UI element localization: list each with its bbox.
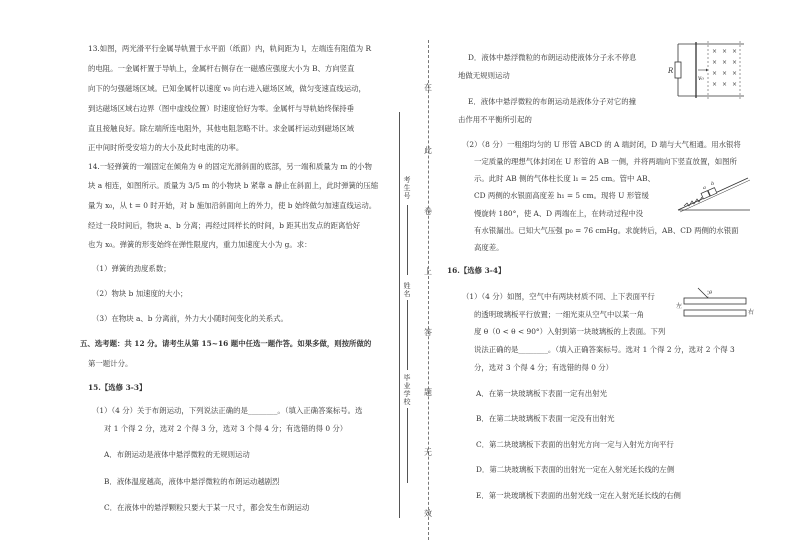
divider-char: 此 (424, 146, 432, 155)
magnetic-field-figure (668, 40, 748, 106)
school-label: 毕业学校 (403, 374, 411, 406)
block-b-label: b (711, 181, 715, 187)
svg-text:×: × (722, 70, 728, 77)
option-b: B．液体温度越高，液体中悬浮微粒的布朗运动越剧烈 (104, 477, 280, 486)
option-a: A．布朗运动是液体中悬浮微粒的无规则运动 (104, 450, 250, 459)
q14-line: 经过一段时间后，物块 a、b 分离；再经过同样长的时间，b 距其出发点的距离恰好 (88, 221, 361, 230)
q13-line: 正中间时所受安培力的大小及此时电流的功率。 (88, 143, 244, 152)
name-line (407, 300, 408, 370)
exam-number-label: 考生号 (403, 176, 411, 200)
svg-text:×: × (722, 59, 728, 66)
divider-char: 答 (424, 328, 432, 337)
svg-text:×: × (722, 48, 728, 55)
q14-line: 也为 x₀。弹簧的形变始终在弹性限度内，重力加速度大小为 g。求： (88, 240, 312, 249)
svg-text:×: × (712, 70, 718, 77)
q16-1-line: 度 θ（0 < θ < 90°）入射到第一块玻璃板的上表面。下列 (474, 327, 666, 336)
resistor-label: R (668, 67, 674, 75)
svg-text:×: × (732, 81, 738, 88)
svg-text:×: × (732, 59, 738, 66)
q16-1-line: （1）（4 分）如图，空气中有两块材质不同、上下表面平行 (462, 292, 655, 301)
q16-1-line: 分，选对 3 个得 4 分；有选错的得 0 分） (474, 363, 614, 372)
divider-char: 卷 (424, 207, 432, 216)
q15-1-line: 对 1 个得 2 分，选对 2 个得 3 分，选对 3 个得 4 分；有选错的得 0 分） (104, 424, 348, 433)
svg-text:×: × (712, 81, 718, 88)
svg-text:×: × (712, 48, 718, 55)
q13-line: 13.如图，两光滑平行金属导轨置于水平面（纸面）内，轨间距为 l，左端连有阻值为 R (88, 44, 372, 53)
incline-spring-figure (676, 170, 752, 214)
section-5-line: 第一题计分。 (88, 359, 133, 368)
name-label: 姓名 (403, 282, 411, 298)
velocity-label: v₀ (698, 75, 704, 82)
q15-2-line: （2）（8 分）一粗细均匀的 U 形管 ABCD 的 A 端封闭，D 端与大气相通。用水银将 (462, 140, 741, 149)
divider-char: 效 (424, 509, 432, 518)
q16-1-line: 说法正确的是________。（填入正确答案标号。选对 1 个得 2 分，选对 2 个得 3 (474, 345, 735, 354)
q14-line: 14.一轻弹簧的一端固定在倾角为 θ 的固定光滑斜面的底部，另一端和质量为 m 的小物 (88, 162, 372, 171)
svg-text:×: × (732, 48, 738, 55)
option-e-line: 击作用不平衡所引起的 (458, 115, 532, 124)
q16-option-a: A．在第一块玻璃板下表面一定有出射光 (476, 389, 607, 398)
q16-option-c: C．第二块玻璃板下表面的出射光方向一定与入射光方向平行 (476, 440, 674, 449)
q13-line: 向下的匀强磁场区域。已知金属杆以速度 v₀ 向右进入磁场区域，做匀变速直线运动， (88, 84, 366, 93)
option-d-line: 地做无规则运动 (458, 71, 510, 80)
section-5-line: 五、选考题：共 12 分。请考生从第 15~16 题中任选一题作答。如果多做，则按所做的 (80, 339, 372, 348)
left-label: 左 (676, 303, 683, 310)
divider-char: 无 (424, 448, 432, 457)
q13-line: 直且接触良好。除左端所连电阻外，其他电阻忽略不计。求金属杆运动到磁场区域 (88, 124, 355, 133)
q14-subquestion: （1）弹簧的劲度系数； (92, 264, 171, 273)
q15-1-line: （1）（4 分）关于布朗运动，下列说法正确的是________。（填入正确答案标号。选 (92, 406, 363, 415)
q14-subquestion: （3）在物块 a、b 分离前，外力大小随时间变化的关系式。 (92, 314, 288, 323)
q15-title: 15.【选修 3-3】 (88, 383, 147, 392)
q14-subquestion: （2）物块 b 加速度的大小； (92, 289, 188, 298)
q16-title: 16.【选修 3-4】 (447, 266, 506, 275)
q14-line: 块 a 相连，如图所示。质量为 3/5 m 的小物块 b 紧靠 a 静止在斜面上，此时弹簧的压缩 (88, 181, 379, 190)
option-e-line: E．液体中悬浮微粒的布朗运动是液体分子对它的撞 (468, 97, 636, 106)
exam-number-line (407, 205, 408, 275)
svg-text:×: × (712, 59, 718, 66)
glass-plates-figure (676, 286, 760, 322)
q15-2-line: 高度差。 (474, 243, 504, 252)
option-d-line: D．液体中悬浮微粒的布朗运动使液体分子永不停息 (468, 53, 637, 62)
q13-line: 到达磁场区域右边界（图中虚线位置）时速度恰好为零。金属杆与导轨始终保持垂 (88, 104, 355, 113)
option-c: C．在液体中的悬浮颗粒只要大于某一尺寸，都会发生布朗运动 (104, 503, 310, 512)
q16-option-e: E．第一块玻璃板下表面的出射光线一定在入射光延长线的右侧 (476, 491, 681, 500)
q15-2-line: CD 两侧的水银面高度差 h₁ = 5 cm。现将 U 形管缓 (474, 191, 649, 200)
q15-2-line: 一定质量的理想气体封闭在 U 形管的 AB 一侧，并将两端向下竖直放置，如图所 (474, 157, 737, 166)
right-label: 右 (748, 309, 755, 316)
q16-option-d: D．第二块玻璃板下表面的出射光一定在入射光延长线的左侧 (476, 465, 675, 474)
q16-1-line: 的透明玻璃板平行放置；一细光束从空气中以某一角 (474, 310, 644, 319)
binding-line (399, 112, 400, 518)
q15-2-line: 示。此时 AB 侧的气体柱长度 l₁ = 25 cm。管中 AB、 (474, 174, 655, 183)
theta-label: θ (709, 290, 713, 296)
q15-2-line: 慢旋转 180°，使 A、D 两端在上，在转动过程中没 (474, 209, 644, 218)
divider-char: 在 (424, 83, 432, 92)
svg-text:×: × (732, 70, 738, 77)
divider-char: 题 (424, 388, 432, 397)
q13-line: 的电阻。一金属杆置于导轨上，金属杆右侧存在一磁感应强度大小为 B、方向竖直 (88, 64, 355, 73)
q16-option-b: B．在第二块玻璃板下表面一定没有出射光 (476, 414, 615, 423)
divider-char: 上 (424, 267, 432, 276)
dashed-divider (428, 40, 429, 540)
school-line (407, 408, 408, 483)
q14-line: 量为 x₀，从 t = 0 时开始，对 b 施加沿斜面向上的外力，使 b 始终做匀加速直线运动。 (88, 201, 377, 210)
q15-2-line: 有水银漏出。已知大气压强 p₀ = 76 cmHg。求旋转后，AB、CD 两侧的水银面 (474, 226, 739, 235)
block-a-label: a (703, 185, 706, 191)
svg-text:×: × (722, 81, 728, 88)
